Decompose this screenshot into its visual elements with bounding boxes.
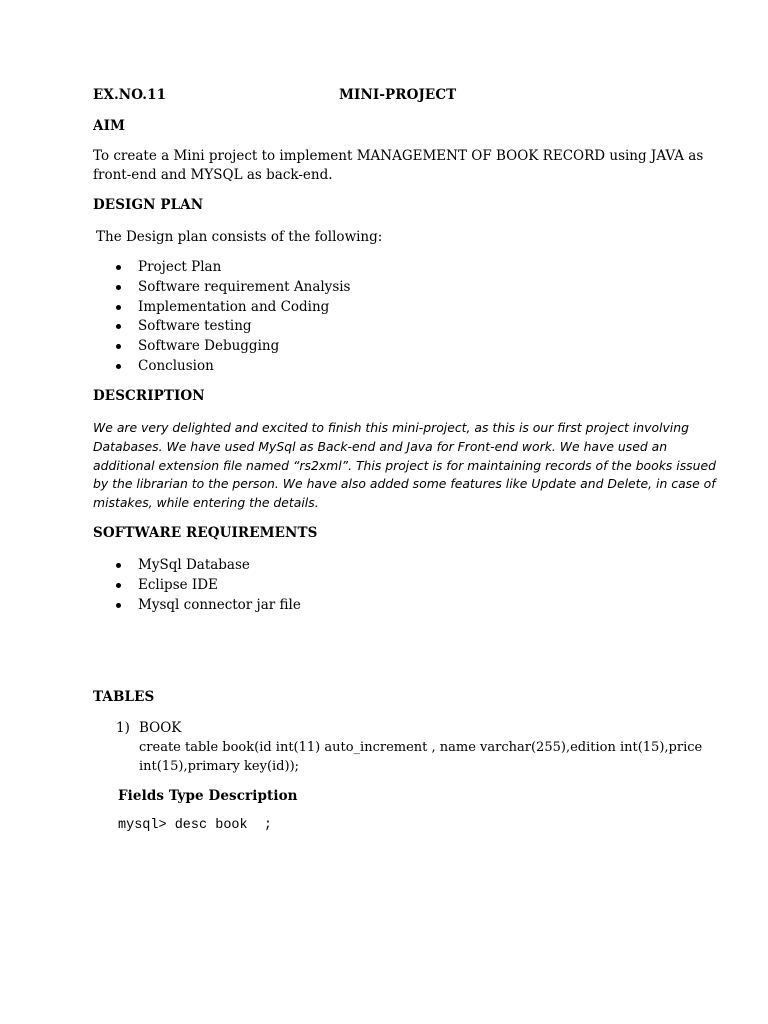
bullet-icon — [116, 344, 121, 349]
list-item: Implementation and Coding — [93, 298, 351, 318]
aim-line-2: front-end and MYSQL as back-end. — [93, 167, 333, 183]
list-item: Software testing — [93, 317, 351, 337]
description-line-4: by the librarian to the person. We have also added some features like Update and Delete, in case of — [93, 476, 716, 491]
bullet-icon — [116, 603, 121, 608]
description-line-5: mistakes, while entering the details. — [93, 495, 319, 510]
tables-heading: TABLES — [93, 689, 155, 705]
design-plan-list — [93, 258, 351, 377]
bullet-icon — [116, 364, 121, 369]
bullet-icon — [116, 285, 121, 290]
list-item: Software Debugging — [93, 337, 351, 357]
design-plan-intro: The Design plan consists of the following: — [96, 229, 383, 245]
bullet-icon — [116, 305, 121, 310]
bullet-icon — [116, 563, 121, 568]
aim-line-1: To create a Mini project to implement MANAGEMENT OF BOOK RECORD using JAVA as — [93, 148, 704, 164]
bullet-icon — [116, 324, 121, 329]
list-item: MySql Database — [93, 556, 301, 576]
list-item: Software requirement Analysis — [93, 278, 351, 298]
table-name: BOOK — [139, 720, 182, 736]
list-item: Project Plan — [93, 258, 351, 278]
bullet-icon — [116, 265, 121, 270]
sql-create-line-1: create table book(id int(11) auto_increment , name varchar(255),edition int(15),price — [139, 740, 703, 755]
page-title: MINI-PROJECT — [339, 87, 457, 103]
table-number: 1) — [116, 720, 130, 736]
design-plan-heading: DESIGN PLAN — [93, 197, 204, 213]
list-item: Conclusion — [93, 357, 351, 377]
bullet-icon — [116, 583, 121, 588]
description-line-2: Databases. We have used MySql as Back-end and Java for Front-end work. We have used an — [93, 439, 668, 454]
sql-create-line-2: int(15),primary key(id)); — [139, 759, 300, 774]
fields-heading: Fields Type Description — [118, 788, 298, 804]
exercise-number: EX.NO.11 — [93, 87, 167, 103]
list-item: Eclipse IDE — [93, 576, 301, 596]
software-requirements-heading: SOFTWARE REQUIREMENTS — [93, 525, 318, 541]
description-heading: DESCRIPTION — [93, 388, 205, 404]
mysql-command: mysql> desc book ; — [118, 818, 272, 833]
list-item: Mysql connector jar file — [93, 596, 301, 616]
aim-heading: AIM — [93, 118, 126, 134]
description-line-1: We are very delighted and excited to finish this mini-project, as this is our first project involving — [93, 420, 689, 435]
software-requirements-list — [93, 556, 301, 615]
description-line-3: additional extension file named “rs2xml”. This project is for maintaining records of the books issued — [93, 458, 716, 473]
